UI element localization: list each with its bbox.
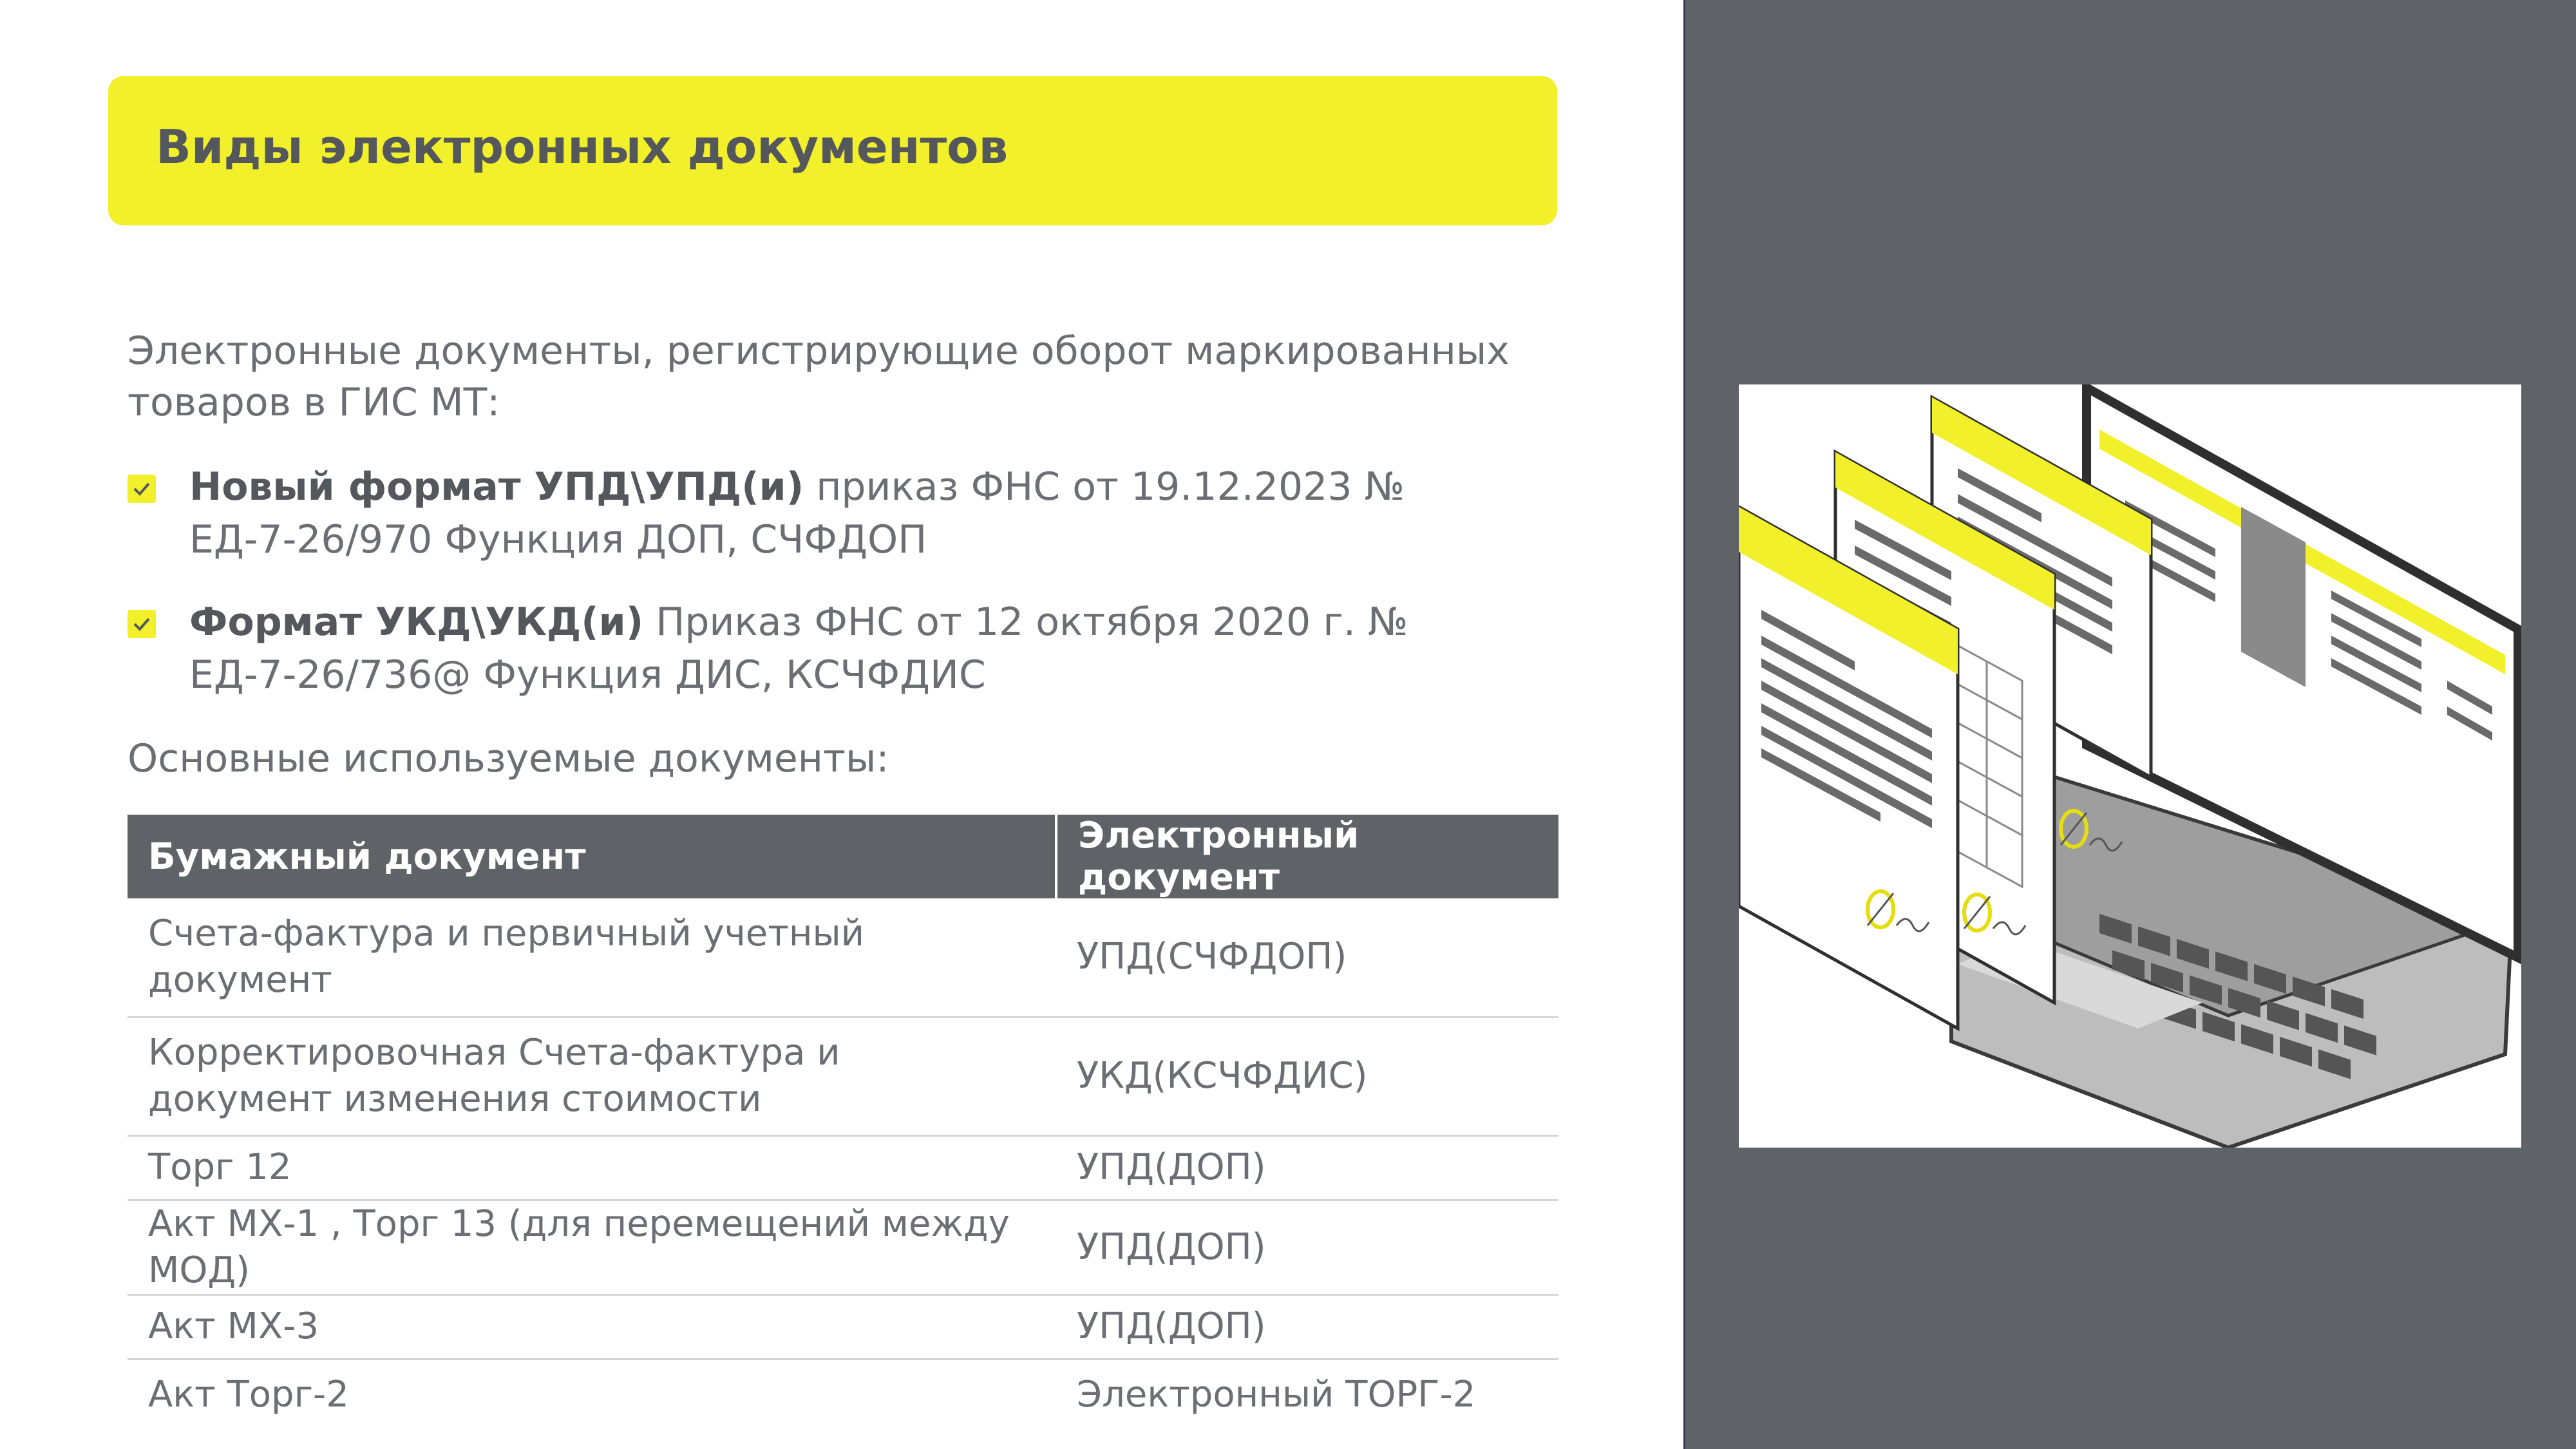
table-row (128, 1135, 1558, 1200)
table-row (128, 1359, 1558, 1430)
bullet-ukd (128, 596, 1512, 701)
bullet-upd (128, 460, 1512, 566)
cell-electronic: УПД(СЧФДОП) (1056, 898, 1558, 1017)
header-paper-document: Бумажный документ (128, 815, 1056, 898)
documents-table (128, 815, 1558, 1430)
cell-paper: Акт МХ-1 , Торг 13 (для перемещений между МОД) (128, 1200, 1056, 1294)
table-row (128, 898, 1558, 1017)
cell-paper: Счета-фактура и первичный учетный документ (128, 898, 1056, 1017)
intro-text: Электронные документы, регистрирующие оборот маркированных товаров в ГИС МТ: (128, 328, 1510, 425)
bullet-ukd-title: Формат УКД\УКД(и) (189, 600, 644, 645)
cell-electronic: УПД(ДОП) (1056, 1294, 1558, 1359)
laptop-documents-illustration (1739, 384, 2521, 1148)
cell-paper: Акт Торг-2 (148, 1373, 349, 1416)
table-header-row (128, 815, 1558, 898)
table-row (128, 1017, 1558, 1135)
table-row (128, 1294, 1558, 1359)
cell-electronic: УПД(ДОП) (1056, 1200, 1558, 1294)
checkbox-checked-icon (128, 475, 156, 503)
cell-electronic: Электронный ТОРГ-2 (1077, 1373, 1476, 1416)
section-subtitle: Основные используемые документы: (128, 736, 889, 781)
cell-electronic: УКД(КСЧФДИС) (1056, 1017, 1558, 1135)
bullet-ukd-text: Приказ ФНС от 12 октября 2020 г. № ЕД-7-26/736@ Функция ДИС, КСЧФДИС (189, 600, 1408, 697)
cell-electronic: УПД(ДОП) (1056, 1135, 1558, 1200)
table-row (128, 1200, 1558, 1294)
title-bar (108, 76, 1557, 225)
bullet-upd-text: приказ ФНС от 19.12.2023 № ЕД-7-26/970 Функция ДОП, СЧФДОП (189, 464, 1405, 562)
cell-paper: Корректировочная Счета-фактура и документ изменения стоимости (128, 1017, 1056, 1135)
checkbox-checked-icon (128, 610, 156, 638)
header-electronic-document: Электронный документ (1056, 815, 1558, 898)
bullet-upd-title: Новый формат УПД\УПД(и) (189, 464, 804, 509)
page-title: Виды электронных документов (156, 120, 1009, 174)
cell-paper: Акт МХ-3 (128, 1294, 1056, 1359)
cell-paper: Торг 12 (128, 1135, 1056, 1200)
